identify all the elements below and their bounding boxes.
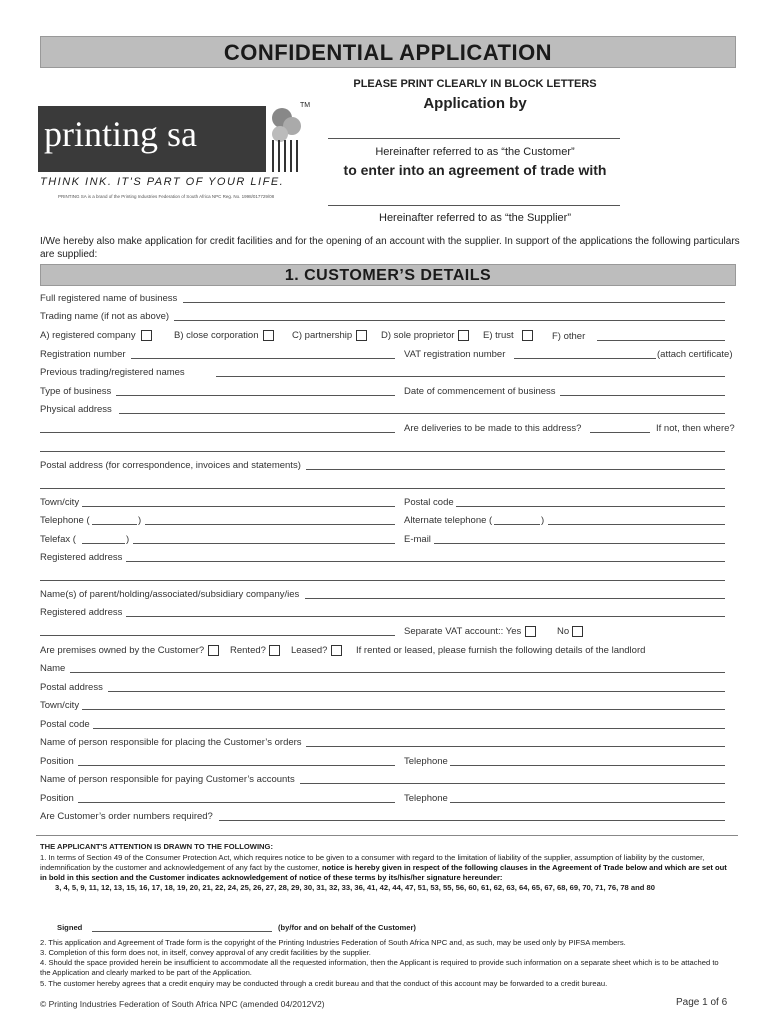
label-deliveries: Are deliveries to be made to this address?: [404, 423, 582, 434]
agreement-text: to enter into an agreement of trade with: [343, 162, 607, 178]
deliveries-field[interactable]: [590, 432, 650, 433]
label-town-city: Town/city: [40, 497, 80, 508]
document-title: CONFIDENTIAL APPLICATION: [40, 36, 736, 68]
telefax-code-field[interactable]: [82, 543, 125, 544]
note-1-bold: notice is hereby given in respect of the following clauses in the Agreement of Trade below and which are set out in bold in this section and the Customer indicates acknowledgement of notice of these terms by its/his/her signature hereunder:: [40, 863, 727, 882]
label-physical-address: Physical address: [40, 404, 112, 415]
label-person-orders: Name of person responsible for placing the Customer’s orders: [40, 737, 302, 748]
parent-companies-field[interactable]: [305, 598, 725, 599]
label-alt-telephone: Alternate telephone (: [404, 515, 493, 526]
physical-address-field-1[interactable]: [119, 413, 725, 414]
person-accounts-field[interactable]: [300, 783, 725, 784]
registered-address2-field-1[interactable]: [126, 616, 725, 617]
checkbox-close-corporation[interactable]: [263, 330, 274, 341]
date-commencement-field[interactable]: [560, 395, 725, 396]
label-type-of-business: Type of business: [40, 386, 112, 397]
note-1-text: 1. In terms of Section 49 of the Consumer Protection Act, which requires notice to be given to a consumer with regard to the limitation of liability of the supplier, assumption of liability by the customer, indemnification by the customer and acknowledgement of any fact by the customer,: [40, 853, 705, 872]
label-date-commencement: Date of commencement of business: [404, 386, 556, 397]
label-separate-vat-no: No: [557, 626, 570, 637]
signed-label: Signed: [57, 923, 83, 932]
telefax-close: ): [126, 534, 130, 545]
alt-telephone-field[interactable]: [548, 524, 725, 525]
label-landlord: If rented or leased, please furnish the following details of the landlord: [356, 645, 646, 656]
position-2-field[interactable]: [78, 802, 395, 803]
telephone-3-field[interactable]: [450, 802, 725, 803]
signature-field[interactable]: [92, 931, 272, 932]
customer-name-field[interactable]: [328, 138, 620, 139]
checkbox-partnership[interactable]: [356, 330, 367, 341]
other-field[interactable]: [597, 340, 725, 341]
label-position-2: Position: [40, 793, 74, 804]
label-attach-certificate: (attach certificate): [657, 349, 733, 360]
label-postal-code: Postal code: [404, 497, 454, 508]
divider: [36, 835, 738, 836]
note-4: 4. Should the space provided herein be insufficient to accommodate all the requested information, then the Applicant is required to provide such information on a separate sheet which is to be attached to the Application and clearly marked to be part of the Application.: [40, 958, 719, 977]
label-order-numbers: Are Customer’s order numbers required?: [40, 811, 213, 822]
supplier-name-field[interactable]: [328, 205, 620, 206]
label-rented: Rented?: [230, 645, 266, 656]
alt-telephone-close: ): [541, 515, 545, 526]
label-if-not: If not, then where?: [656, 423, 735, 434]
landlord-name-field[interactable]: [70, 672, 725, 673]
supplier-ref: Hereinafter referred to as “the Supplier”: [379, 212, 571, 224]
checkbox-separate-vat-no[interactable]: [572, 626, 583, 637]
label-full-name: Full registered name of business: [40, 293, 178, 304]
label-sole-proprietor: D) sole proprietor: [381, 330, 455, 341]
label-telephone: Telephone (: [40, 515, 90, 526]
town-city-field[interactable]: [82, 506, 395, 507]
logo-graphic-icon: [268, 104, 304, 176]
application-by: Application by: [423, 95, 527, 112]
note-1: [40, 853, 730, 883]
label-email: E-mail: [404, 534, 431, 545]
label-parent-companies: Name(s) of parent/holding/associated/subsidiary company/ies: [40, 589, 300, 600]
label-telephone-2: Telephone: [404, 756, 448, 767]
label-landlord-postal: Postal address: [40, 682, 103, 693]
intro-text: I/We hereby also make application for credit facilities and for the opening of an account with the supplier. In support of the applications the following particulars are supplied:: [40, 236, 740, 260]
telephone-code-field[interactable]: [92, 524, 137, 525]
label-separate-vat-yes: Separate VAT account:: Yes: [404, 626, 522, 637]
checkbox-trust[interactable]: [522, 330, 533, 341]
landlord-postal-field[interactable]: [108, 691, 725, 692]
label-partnership: C) partnership: [292, 330, 353, 341]
print-note: PLEASE PRINT CLEARLY IN BLOCK LETTERS: [353, 78, 597, 90]
customer-ref: Hereinafter referred to as “the Customer”: [375, 146, 575, 158]
position-1-field[interactable]: [78, 765, 395, 766]
label-registered-address: Registered address: [40, 552, 123, 563]
email-field[interactable]: [434, 543, 725, 544]
telephone-field[interactable]: [145, 524, 395, 525]
label-premises-owned: Are premises owned by the Customer?: [40, 645, 205, 656]
note-2: 2. This application and Agreement of Trade form is the copyright of the Printing Industries Federation of South Africa NPC and, as such, may be used only by PIFSA members.: [40, 938, 626, 947]
label-registered-address-2: Registered address: [40, 607, 123, 618]
notes-heading: THE APPLICANT'S ATTENTION IS DRAWN TO THE FOLLOWING:: [40, 842, 273, 851]
footer-copyright: © Printing Industries Federation of South Africa NPC (amended 04/2012V2): [40, 999, 325, 1009]
checkbox-separate-vat-yes[interactable]: [525, 626, 536, 637]
telephone-close: ): [138, 515, 142, 526]
label-telefax: Telefax (: [40, 534, 76, 545]
checkbox-registered-company[interactable]: [141, 330, 152, 341]
vat-number-field[interactable]: [514, 358, 656, 359]
trademark-mark: TM: [300, 102, 311, 109]
checkbox-sole-proprietor[interactable]: [458, 330, 469, 341]
label-position-1: Position: [40, 756, 74, 767]
postal-address-field-1[interactable]: [306, 469, 725, 470]
note-1-clauses: 3, 4, 5, 9, 11, 12, 13, 15, 16, 17, 18, 19, 20, 21, 22, 24, 25, 26, 27, 28, 29, 30, 31, 32, 33, 36, 41, 42, 44, 47, 51, 53, 55, 56, 60, 61, 62, 63, 64, 65, 67, 68, 69, 70, 71, 76, 78 and 80: [55, 883, 655, 892]
checkbox-premises-owned[interactable]: [208, 645, 219, 656]
order-numbers-field[interactable]: [219, 820, 725, 821]
label-trust: E) trust: [483, 330, 514, 341]
page-number: Page 1 of 6: [676, 997, 728, 1008]
trading-name-field[interactable]: [174, 320, 725, 321]
label-trading-name: Trading name (if not as above): [40, 311, 170, 322]
type-of-business-field[interactable]: [116, 395, 395, 396]
checkbox-rented[interactable]: [269, 645, 280, 656]
note-5: 5. The customer hereby agrees that a credit enquiry may be conducted through a credit bureau and that the conduct of this account may be forwarded to a credit bureau.: [40, 979, 608, 988]
telefax-field[interactable]: [133, 543, 395, 544]
postal-code-field[interactable]: [456, 506, 725, 507]
delivery-address-field[interactable]: [40, 451, 725, 452]
label-landlord-name: Name: [40, 663, 66, 674]
label-registered-company: A) registered company: [40, 330, 136, 341]
landlord-town-field[interactable]: [82, 709, 725, 710]
section-1-title: 1. CUSTOMER’S DETAILS: [40, 264, 736, 286]
registered-address2-field-2[interactable]: [40, 635, 395, 636]
label-other: F) other: [552, 331, 586, 342]
registered-address-field-2[interactable]: [40, 580, 725, 581]
label-landlord-postal-code: Postal code: [40, 719, 90, 730]
previous-names-field[interactable]: [216, 376, 725, 377]
postal-address-field-2[interactable]: [40, 488, 725, 489]
label-close-corporation: B) close corporation: [174, 330, 259, 341]
label-telephone-3: Telephone: [404, 793, 448, 804]
logo-fineprint: PRINTING SA is a brand of the Printing Industries Federation of South Africa NPC Reg. No. 1998/017729/08: [58, 194, 275, 199]
logo-tagline: THINK INK. IT'S PART OF YOUR LIFE.: [40, 176, 285, 188]
landlord-postal-code-field[interactable]: [93, 728, 725, 729]
registered-address-field-1[interactable]: [126, 561, 725, 562]
note-3: 3. Completion of this form does not, in itself, convey approval of any credit facilities by the supplier.: [40, 948, 371, 957]
logo-text: printing sa: [44, 114, 197, 154]
label-vat-number: VAT registration number: [404, 349, 506, 360]
behalf-label: (by/for and on behalf of the Customer): [278, 923, 416, 932]
physical-address-field-2[interactable]: [40, 432, 395, 433]
registration-number-field[interactable]: [131, 358, 395, 359]
label-postal-address: Postal address (for correspondence, invoices and statements): [40, 460, 301, 471]
checkbox-leased[interactable]: [331, 645, 342, 656]
label-landlord-town: Town/city: [40, 700, 80, 711]
label-person-accounts: Name of person responsible for paying Customer’s accounts: [40, 774, 295, 785]
label-previous-names: Previous trading/registered names: [40, 367, 185, 378]
alt-telephone-code-field[interactable]: [494, 524, 540, 525]
label-registration-number: Registration number: [40, 349, 126, 360]
telephone-2-field[interactable]: [450, 765, 725, 766]
full-name-field[interactable]: [183, 302, 725, 303]
label-leased: Leased?: [291, 645, 328, 656]
person-orders-field[interactable]: [306, 746, 725, 747]
